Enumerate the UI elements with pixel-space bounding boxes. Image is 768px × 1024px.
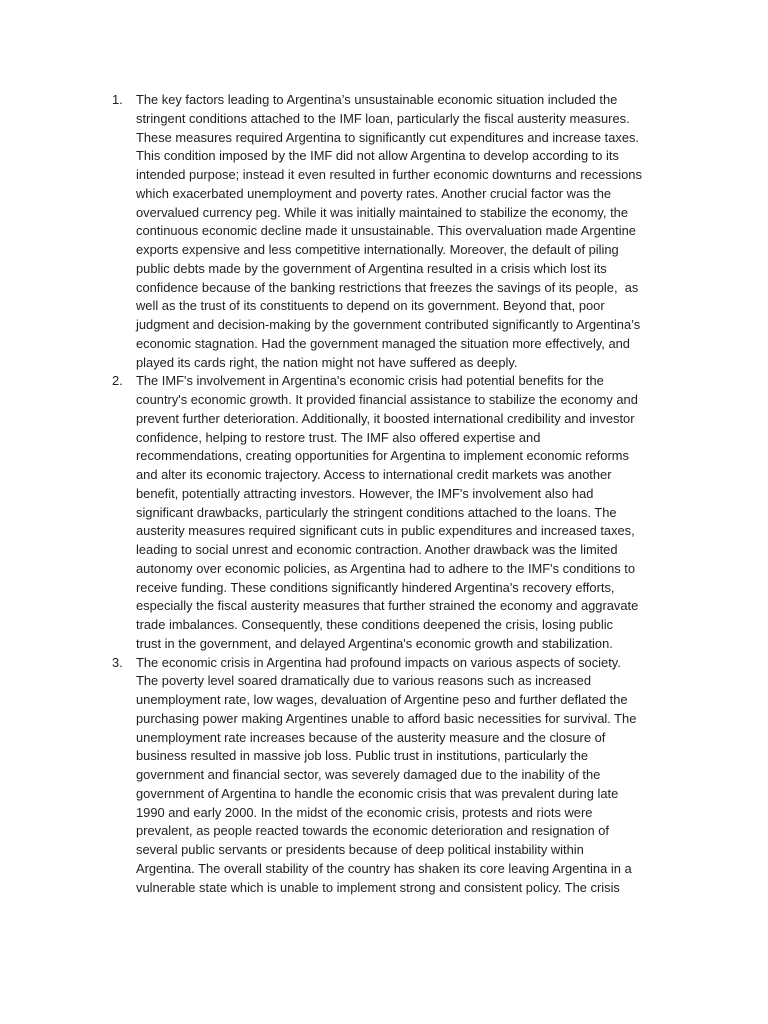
text-line: This condition imposed by the IMF did not allow Argentina to develop according to its <box>136 148 619 164</box>
list-item <box>112 654 672 898</box>
item-paragraph <box>136 91 672 372</box>
text-line: recommendations, creating opportunities for Argentina to implement economic reforms <box>136 448 629 464</box>
item-number: 2. <box>112 373 123 389</box>
text-line: The IMF's involvement in Argentina's economic crisis had potential benefits for the <box>136 373 604 389</box>
text-line: Argentina. The overall stability of the country has shaken its core leaving Argentina in a <box>136 860 632 876</box>
text-line: purchasing power making Argentines unable to afford basic necessities for survival. The <box>136 710 637 726</box>
item-paragraph <box>136 654 672 898</box>
text-line: autonomy over economic policies, as Argentina had to adhere to the IMF's conditions to <box>136 560 636 576</box>
text-line: prevent further deterioration. Additionally, it boosted international credibility and investor <box>136 410 635 426</box>
text-line: prevalent, as people reacted towards the economic deterioration and resignation of <box>136 823 609 839</box>
text-line: government of Argentina to handle the economic crisis that was prevalent during late <box>136 785 619 801</box>
text-line: trade imbalances. Consequently, these conditions deepened the crisis, losing public <box>136 617 614 632</box>
text-line: several public servants or presidents because of deep political instability within <box>136 842 584 857</box>
text-line: vulnerable state which is unable to implement strong and consistent policy. The crisis <box>136 879 620 895</box>
text-line: intended purpose; instead it even resulted in further economic downturns and recessions <box>136 167 642 182</box>
text-line: government and financial sector, was severely damaged due to the inability of the <box>136 767 601 782</box>
text-line: business resulted in massive job loss. Public trust in institutions, particularly the <box>136 748 589 764</box>
text-line: The key factors leading to Argentina’s unsustainable economic situation included the <box>136 92 618 107</box>
text-line: 1990 and early 2000. In the midst of the economic crisis, protests and riots were <box>136 804 593 820</box>
text-line: leading to social unrest and economic contraction. Another drawback was the limited <box>136 542 618 557</box>
text-line: significant drawbacks, particularly the stringent conditions attached to the loans. The <box>136 504 617 520</box>
text-line: stringent conditions attached to the IMF loan, particularly the fiscal austerity measures. <box>136 110 630 126</box>
text-line: especially the fiscal austerity measures that further strained the economy and aggravate <box>136 598 639 614</box>
text-line: austerity measures required significant cuts in public expenditures and increased taxes, <box>136 523 635 539</box>
text-line: trust in the government, and delayed Argentina's economic growth and stabilization. <box>136 635 613 651</box>
text-line: unemployment rate, low wages, devaluation of Argentine peso and further deflated the <box>136 692 628 707</box>
text-line: confidence because of the banking restrictions that freezes the savings of its people, as <box>136 279 639 295</box>
text-line: public debts made by the government of Argentina resulted in a crisis which lost its <box>136 260 607 276</box>
text-line: The poverty level soared dramatically due to various reasons such as increased <box>136 673 591 689</box>
text-line: overvalued currency peg. While it was initially maintained to stabilize the economy, the <box>136 204 628 220</box>
text-line: benefit, potentially attracting investors. However, the IMF's involvement also had <box>136 485 594 501</box>
text-line: continuous economic decline made it unsustainable. This overvaluation made Argentine <box>136 223 636 239</box>
item-number: 3. <box>112 654 123 670</box>
text-line: played its cards right, the nation might not have suffered as deeply. <box>136 354 518 370</box>
text-line: unemployment rate increases because of the austerity measure and the closure of <box>136 729 606 745</box>
text-line: The economic crisis in Argentina had profound impacts on various aspects of society. <box>136 654 621 670</box>
text-line: economic stagnation. Had the government managed the situation more effectively, and <box>136 335 630 351</box>
text-line: judgment and decision-making by the government contributed significantly to Argentina’s <box>136 317 641 332</box>
text-line: and alter its economic trajectory. Access to international credit markets was another <box>136 467 612 482</box>
item-number: 1. <box>112 92 123 107</box>
text-line: confidence, helping to restore trust. The IMF also offered expertise and <box>136 429 541 445</box>
text-line: country's economic growth. It provided financial assistance to stabilize the economy and <box>136 392 638 407</box>
item-paragraph <box>136 372 672 653</box>
text-line: well as the trust of its constituents to depend on its government. Beyond that, poor <box>136 298 605 314</box>
list-item <box>112 372 672 653</box>
list-item <box>112 91 672 372</box>
numbered-list <box>112 91 672 897</box>
text-line: which exacerbated unemployment and poverty rates. Another crucial factor was the <box>136 185 612 201</box>
text-line: These measures required Argentina to significantly cut expenditures and increase taxes. <box>136 129 640 145</box>
text-line: receive funding. These conditions significantly hindered Argentina's recovery efforts, <box>136 579 615 595</box>
text-line: exports expensive and less competitive internationally. Moreover, the default of piling <box>136 242 619 257</box>
